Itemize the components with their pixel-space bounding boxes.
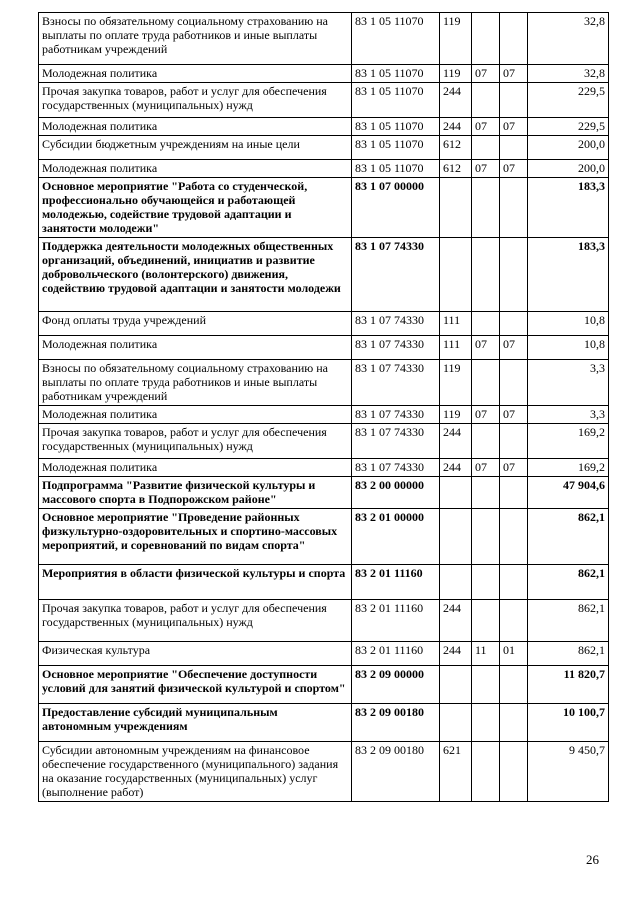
page-number: 26 <box>586 852 599 867</box>
row-section <box>472 178 500 238</box>
row-section <box>472 565 500 600</box>
row-subsection <box>500 360 528 406</box>
row-target-code: 83 1 05 11070 <box>352 83 440 118</box>
row-target-code: 83 1 05 11070 <box>352 160 440 178</box>
table-row <box>39 704 609 742</box>
row-amount: 862,1 <box>528 600 609 642</box>
row-section <box>472 424 500 459</box>
row-subsection <box>500 312 528 336</box>
table-row <box>39 13 609 65</box>
row-expense-type <box>440 666 472 704</box>
table-row <box>39 600 609 642</box>
row-section <box>472 742 500 802</box>
row-expense-type <box>440 704 472 742</box>
row-expense-type <box>440 238 472 312</box>
row-subsection <box>500 600 528 642</box>
table-row <box>39 118 609 136</box>
row-amount: 47 904,6 <box>528 477 609 509</box>
row-expense-type: 119 <box>440 65 472 83</box>
row-subsection <box>500 477 528 509</box>
row-section: 07 <box>472 336 500 360</box>
row-target-code: 83 1 05 11070 <box>352 118 440 136</box>
row-name: Молодежная политика <box>39 160 352 178</box>
row-amount: 862,1 <box>528 642 609 666</box>
row-target-code: 83 1 07 74330 <box>352 360 440 406</box>
row-name: Поддержка деятельности молодежных общественных организаций, объединений, инициатив и развитие добровольческого (волонтерского) движения, содействию трудовой адаптации и занятости молодежи <box>39 238 352 312</box>
row-amount: 862,1 <box>528 509 609 565</box>
row-expense-type: 244 <box>440 424 472 459</box>
row-expense-type <box>440 477 472 509</box>
row-name: Прочая закупка товаров, работ и услуг для обеспечения государственных (муниципальных) нужд <box>39 83 352 118</box>
row-target-code: 83 1 05 11070 <box>352 65 440 83</box>
row-amount: 11 820,7 <box>528 666 609 704</box>
row-name: Физическая культура <box>39 642 352 666</box>
row-target-code: 83 1 07 00000 <box>352 178 440 238</box>
row-amount: 10,8 <box>528 336 609 360</box>
row-expense-type: 244 <box>440 83 472 118</box>
row-expense-type: 119 <box>440 13 472 65</box>
row-amount: 183,3 <box>528 238 609 312</box>
row-amount: 183,3 <box>528 178 609 238</box>
table-row <box>39 312 609 336</box>
row-section <box>472 83 500 118</box>
row-expense-type: 621 <box>440 742 472 802</box>
row-name: Молодежная политика <box>39 336 352 360</box>
row-amount: 3,3 <box>528 406 609 424</box>
budget-table-body <box>39 13 609 802</box>
row-amount: 3,3 <box>528 360 609 406</box>
row-section <box>472 477 500 509</box>
row-section <box>472 360 500 406</box>
row-expense-type <box>440 565 472 600</box>
row-amount: 169,2 <box>528 424 609 459</box>
table-row <box>39 65 609 83</box>
row-name: Субсидии автономным учреждениям на финансовое обеспечение государственного (муниципального) задания на оказание государственных (муниципальных) услуг (выполнение работ) <box>39 742 352 802</box>
row-section: 07 <box>472 406 500 424</box>
row-section <box>472 509 500 565</box>
table-row <box>39 83 609 118</box>
row-name: Молодежная политика <box>39 118 352 136</box>
row-expense-type: 119 <box>440 406 472 424</box>
row-subsection <box>500 13 528 65</box>
row-subsection: 01 <box>500 642 528 666</box>
table-row <box>39 666 609 704</box>
row-target-code: 83 2 00 00000 <box>352 477 440 509</box>
budget-table <box>38 12 609 802</box>
row-name: Молодежная политика <box>39 406 352 424</box>
row-expense-type <box>440 509 472 565</box>
row-section <box>472 666 500 704</box>
table-row <box>39 424 609 459</box>
table-row <box>39 136 609 160</box>
row-amount: 229,5 <box>528 83 609 118</box>
row-name: Взносы по обязательному социальному страхованию на выплаты по оплате труда работников и иные выплаты работникам учреждений <box>39 360 352 406</box>
row-name: Предоставление субсидий муниципальным автономным учреждениям <box>39 704 352 742</box>
row-amount: 32,8 <box>528 13 609 65</box>
row-target-code: 83 2 09 00180 <box>352 704 440 742</box>
row-amount: 10,8 <box>528 312 609 336</box>
row-section <box>472 13 500 65</box>
row-section: 11 <box>472 642 500 666</box>
row-name: Молодежная политика <box>39 65 352 83</box>
row-target-code: 83 2 01 11160 <box>352 600 440 642</box>
row-section <box>472 238 500 312</box>
row-expense-type <box>440 178 472 238</box>
row-target-code: 83 1 07 74330 <box>352 406 440 424</box>
row-amount: 10 100,7 <box>528 704 609 742</box>
table-row <box>39 238 609 312</box>
row-target-code: 83 2 01 11160 <box>352 565 440 600</box>
row-subsection: 07 <box>500 118 528 136</box>
row-expense-type: 111 <box>440 312 472 336</box>
row-target-code: 83 2 09 00180 <box>352 742 440 802</box>
table-row <box>39 459 609 477</box>
row-target-code: 83 1 07 74330 <box>352 238 440 312</box>
table-row <box>39 360 609 406</box>
row-name: Мероприятия в области физической культуры и спорта <box>39 565 352 600</box>
row-subsection <box>500 136 528 160</box>
row-section: 07 <box>472 65 500 83</box>
row-amount: 9 450,7 <box>528 742 609 802</box>
row-expense-type: 244 <box>440 459 472 477</box>
row-section <box>472 136 500 160</box>
row-target-code: 83 2 09 00000 <box>352 666 440 704</box>
table-row <box>39 178 609 238</box>
row-subsection: 07 <box>500 406 528 424</box>
row-amount: 200,0 <box>528 160 609 178</box>
row-expense-type: 612 <box>440 160 472 178</box>
row-section <box>472 704 500 742</box>
table-row <box>39 565 609 600</box>
row-target-code: 83 2 01 11160 <box>352 642 440 666</box>
row-name: Взносы по обязательному социальному страхованию на выплаты по оплате труда работников и иные выплаты работникам учреждений <box>39 13 352 65</box>
table-row <box>39 642 609 666</box>
row-amount: 200,0 <box>528 136 609 160</box>
row-section: 07 <box>472 160 500 178</box>
row-expense-type: 612 <box>440 136 472 160</box>
row-section: 07 <box>472 459 500 477</box>
row-target-code: 83 1 05 11070 <box>352 136 440 160</box>
row-expense-type: 244 <box>440 600 472 642</box>
row-expense-type: 119 <box>440 360 472 406</box>
row-subsection <box>500 424 528 459</box>
row-amount: 32,8 <box>528 65 609 83</box>
row-subsection <box>500 565 528 600</box>
row-target-code: 83 1 07 74330 <box>352 312 440 336</box>
table-row <box>39 336 609 360</box>
row-amount: 229,5 <box>528 118 609 136</box>
row-expense-type: 244 <box>440 642 472 666</box>
row-name: Основное мероприятие "Проведение районных физкультурно-оздоровительных и спортино-массовых мероприятий, и соревнований по видам спорта" <box>39 509 352 565</box>
row-name: Основное мероприятие "Обеспечение доступности условий для занятий физической культурой и спортом" <box>39 666 352 704</box>
table-row <box>39 406 609 424</box>
row-name: Фонд оплаты труда учреждений <box>39 312 352 336</box>
row-name: Прочая закупка товаров, работ и услуг для обеспечения государственных (муниципальных) нужд <box>39 600 352 642</box>
row-expense-type: 244 <box>440 118 472 136</box>
row-subsection <box>500 666 528 704</box>
row-section: 07 <box>472 118 500 136</box>
row-subsection: 07 <box>500 160 528 178</box>
row-section <box>472 312 500 336</box>
row-expense-type: 111 <box>440 336 472 360</box>
row-name: Основное мероприятие "Работа со студенческой, профессионально обучающейся и работающей молодежью, содействие трудовой адаптации и занятости молодежи" <box>39 178 352 238</box>
table-row <box>39 477 609 509</box>
row-subsection <box>500 704 528 742</box>
table-row <box>39 160 609 178</box>
row-target-code: 83 1 07 74330 <box>352 459 440 477</box>
row-name: Подпрограмма "Развитие физической культуры и массового спорта в Подпорожском районе" <box>39 477 352 509</box>
row-target-code: 83 1 07 74330 <box>352 424 440 459</box>
row-target-code: 83 2 01 00000 <box>352 509 440 565</box>
row-target-code: 83 1 07 74330 <box>352 336 440 360</box>
row-subsection <box>500 178 528 238</box>
table-row <box>39 742 609 802</box>
row-subsection: 07 <box>500 336 528 360</box>
table-row <box>39 509 609 565</box>
row-subsection <box>500 238 528 312</box>
row-name: Субсидии бюджетным учреждениям на иные цели <box>39 136 352 160</box>
row-name: Молодежная политика <box>39 459 352 477</box>
row-amount: 169,2 <box>528 459 609 477</box>
row-amount: 862,1 <box>528 565 609 600</box>
row-subsection <box>500 83 528 118</box>
row-section <box>472 600 500 642</box>
row-subsection <box>500 509 528 565</box>
row-subsection: 07 <box>500 65 528 83</box>
row-target-code: 83 1 05 11070 <box>352 13 440 65</box>
row-name: Прочая закупка товаров, работ и услуг для обеспечения государственных (муниципальных) нужд <box>39 424 352 459</box>
row-subsection: 07 <box>500 459 528 477</box>
row-subsection <box>500 742 528 802</box>
